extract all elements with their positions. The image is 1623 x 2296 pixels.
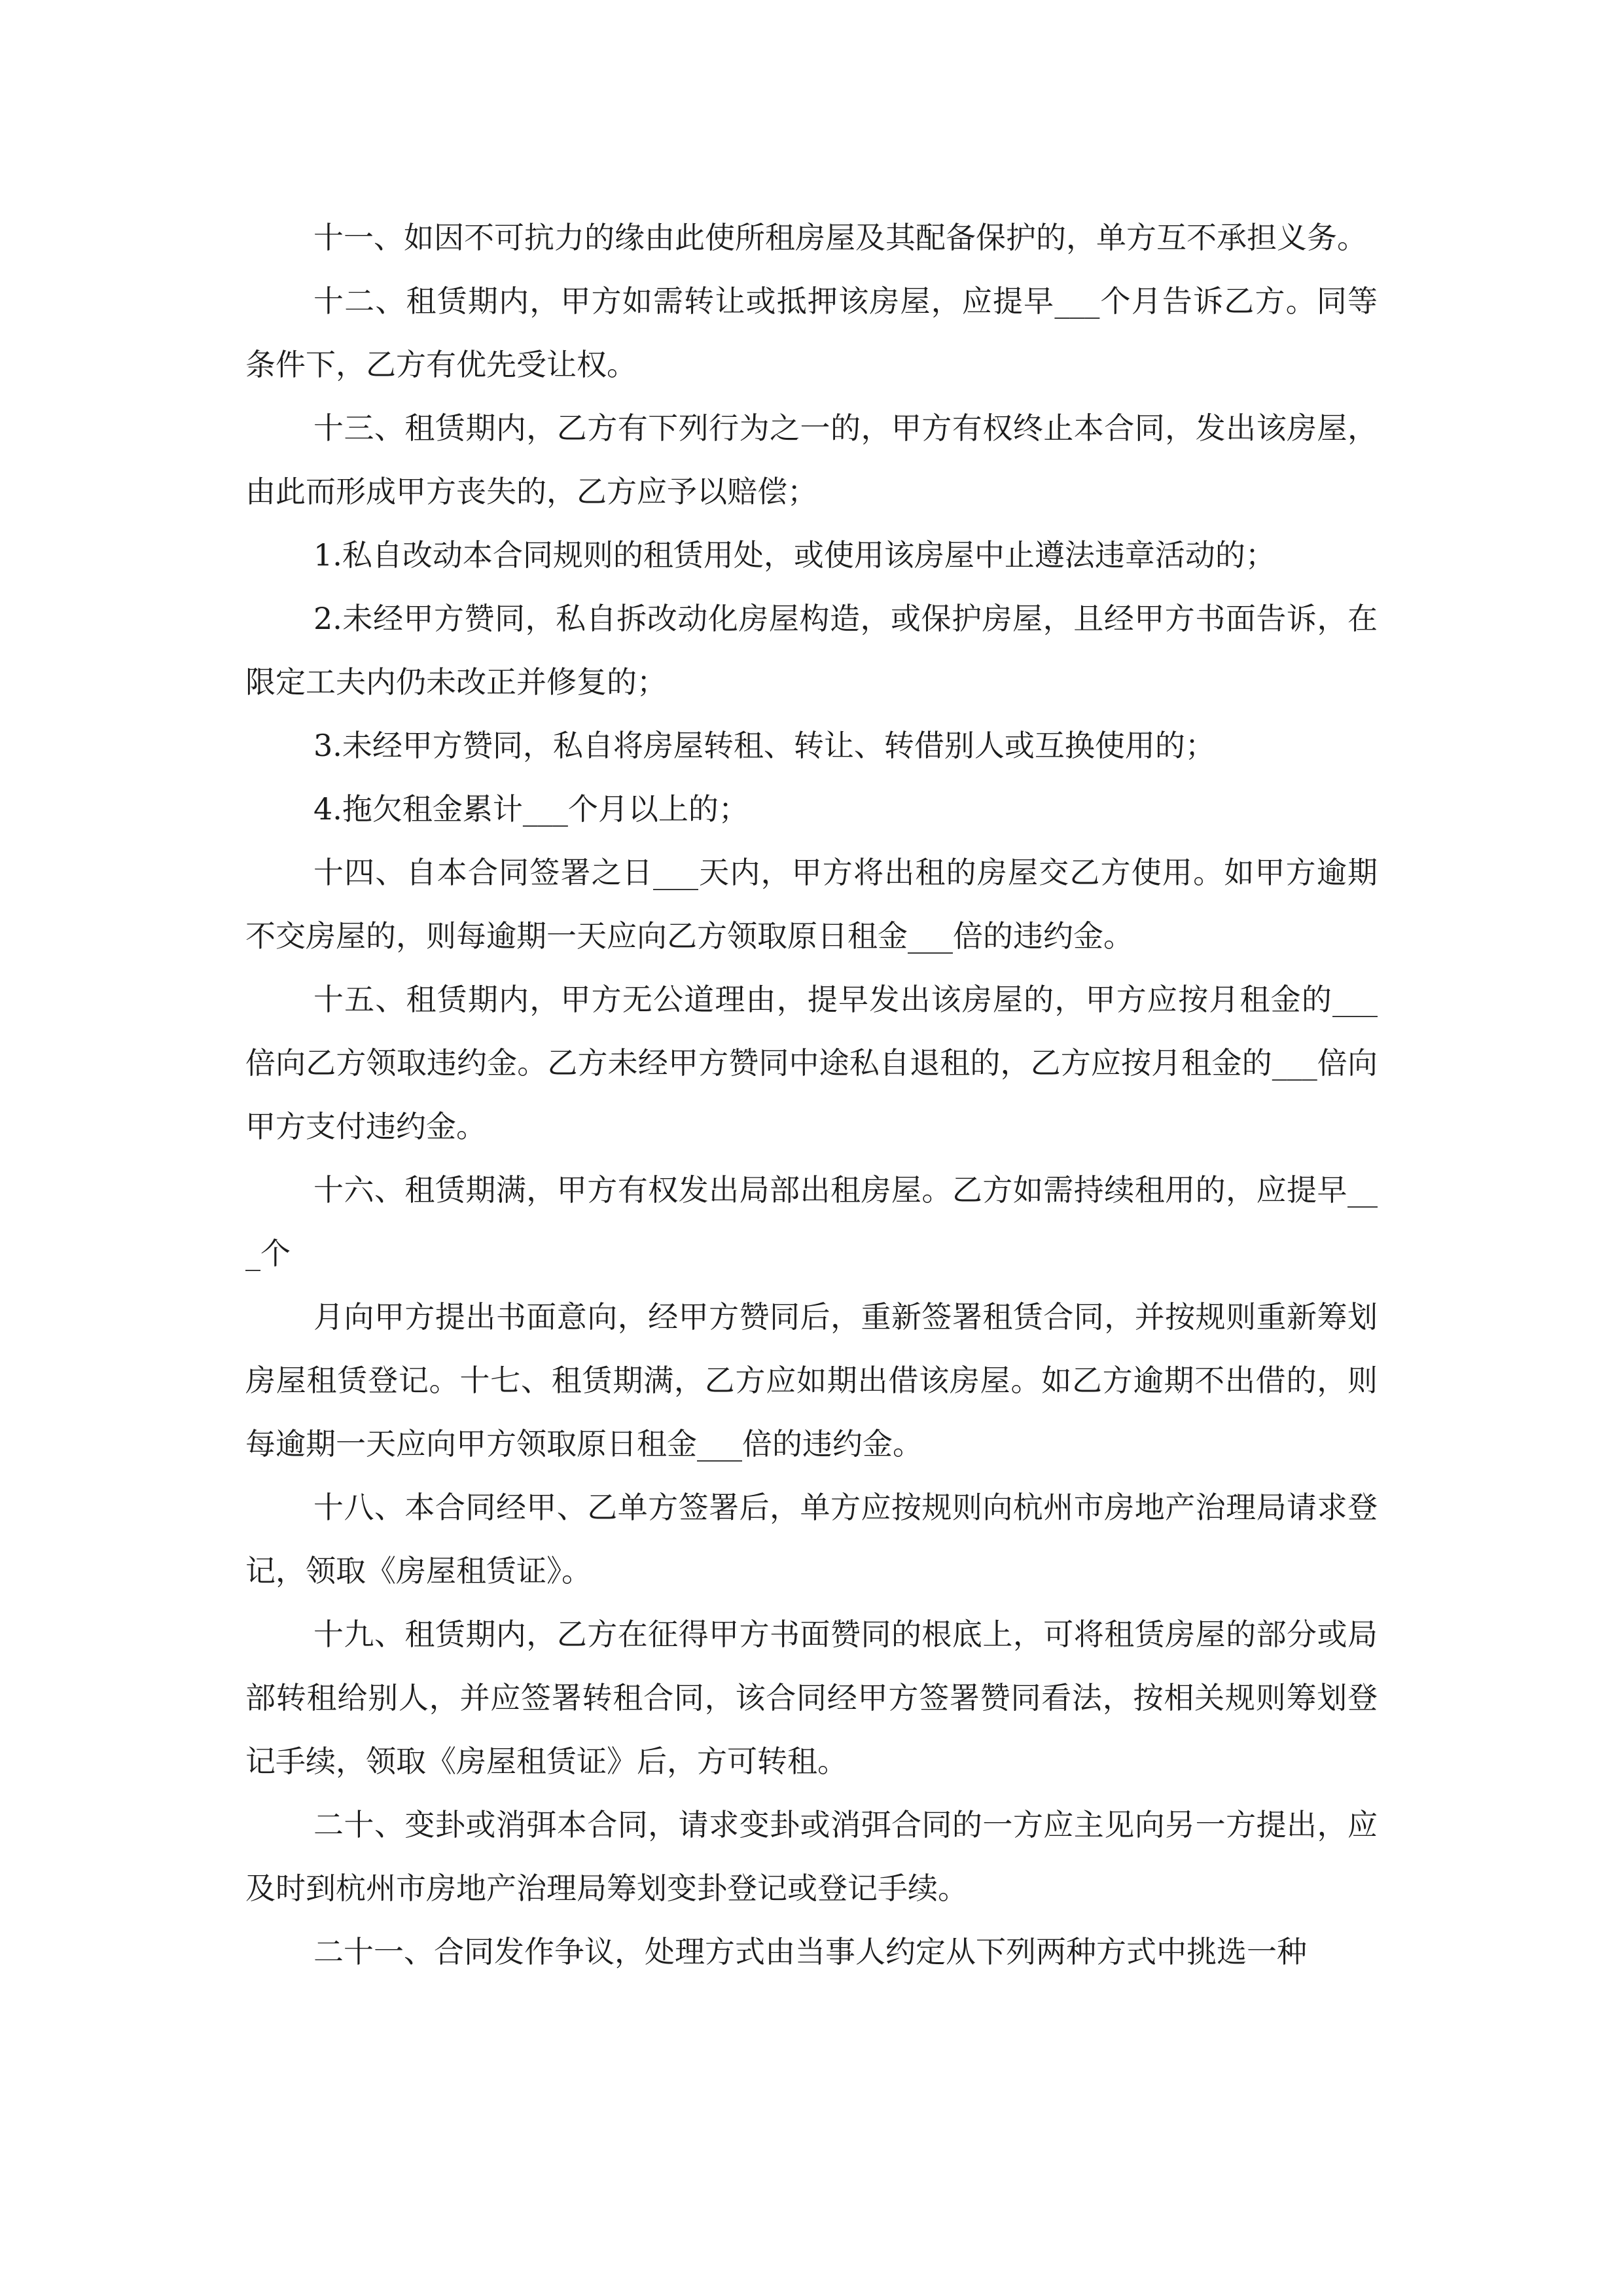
clause-16: 十六、租赁期满，甲方有权发出局部出租房屋。乙方如需持续租用的，应提早___个 [245, 1172, 1378, 1271]
clause-13-item-1: 1.私自改动本合同规则的租赁用处，或使用该房屋中止遵法违章活动的； [313, 537, 1275, 573]
clause-21: 二十一、合同发作争议，处理方式由当事人约定从下列两种方式中挑选一种 [313, 1934, 1307, 1969]
clause-11: 十一、如因不可抗力的缘由此使所租房屋及其配备保护的，单方互不承担义务。 [313, 220, 1367, 255]
clause-20: 二十、变卦或消弭本合同，请求变卦或消弭合同的一方应主见向另一方提出，应及时到杭州市房地产治理局筹划变卦登记或登记手续。 [245, 1807, 1378, 1906]
clause-16-continued: 月向甲方提出书面意向，经甲方赞同后，重新签署租赁合同，并按规则重新筹划房屋租赁登记。十七、租赁期满，乙方应如期出借该房屋。如乙方逾期不出借的，则每逾期一天应向甲方领取原日租金___倍的违约金。 [245, 1299, 1378, 1462]
document-page [245, 206, 1378, 1984]
clause-19: 十九、租赁期内，乙方在征得甲方书面赞同的根底上，可将租赁房屋的部分或局部转租给别人，并应签署转租合同，该合同经甲方签署赞同看法，按相关规则筹划登记手续，领取《房屋租赁证》后，方可转租。 [245, 1617, 1378, 1779]
clause-18: 十八、本合同经甲、乙单方签署后，单方应按规则向杭州市房地产治理局请求登记，领取《房屋租赁证》。 [245, 1490, 1378, 1588]
clause-13-item-3: 3.未经甲方赞同，私自将房屋转租、转让、转借别人或互换使用的； [313, 728, 1215, 763]
clause-13: 十三、租赁期内，乙方有下列行为之一的，甲方有权终止本合同，发出该房屋，由此而形成甲方丧失的，乙方应予以赔偿； [245, 410, 1378, 509]
clause-12: 十二、租赁期内，甲方如需转让或抵押该房屋，应提早___个月告诉乙方。同等条件下，乙方有优先受让权。 [245, 283, 1378, 382]
clause-13-item-4: 4.拖欠租金累计___个月以上的； [313, 791, 749, 827]
clause-14: 十四、自本合同签署之日___天内，甲方将出租的房屋交乙方使用。如甲方逾期不交房屋的，则每逾期一天应向乙方领取原日租金___倍的违约金。 [245, 855, 1378, 954]
clause-15: 十五、租赁期内，甲方无公道理由，提早发出该房屋的，甲方应按月租金的___倍向乙方领取违约金。乙方未经甲方赞同中途私自退租的，乙方应按月租金的___倍向甲方支付违约金。 [245, 982, 1378, 1144]
clause-13-item-2: 2.未经甲方赞同，私自拆改动化房屋构造，或保护房屋，且经甲方书面告诉，在限定工夫内仍未改正并修复的； [245, 601, 1378, 700]
